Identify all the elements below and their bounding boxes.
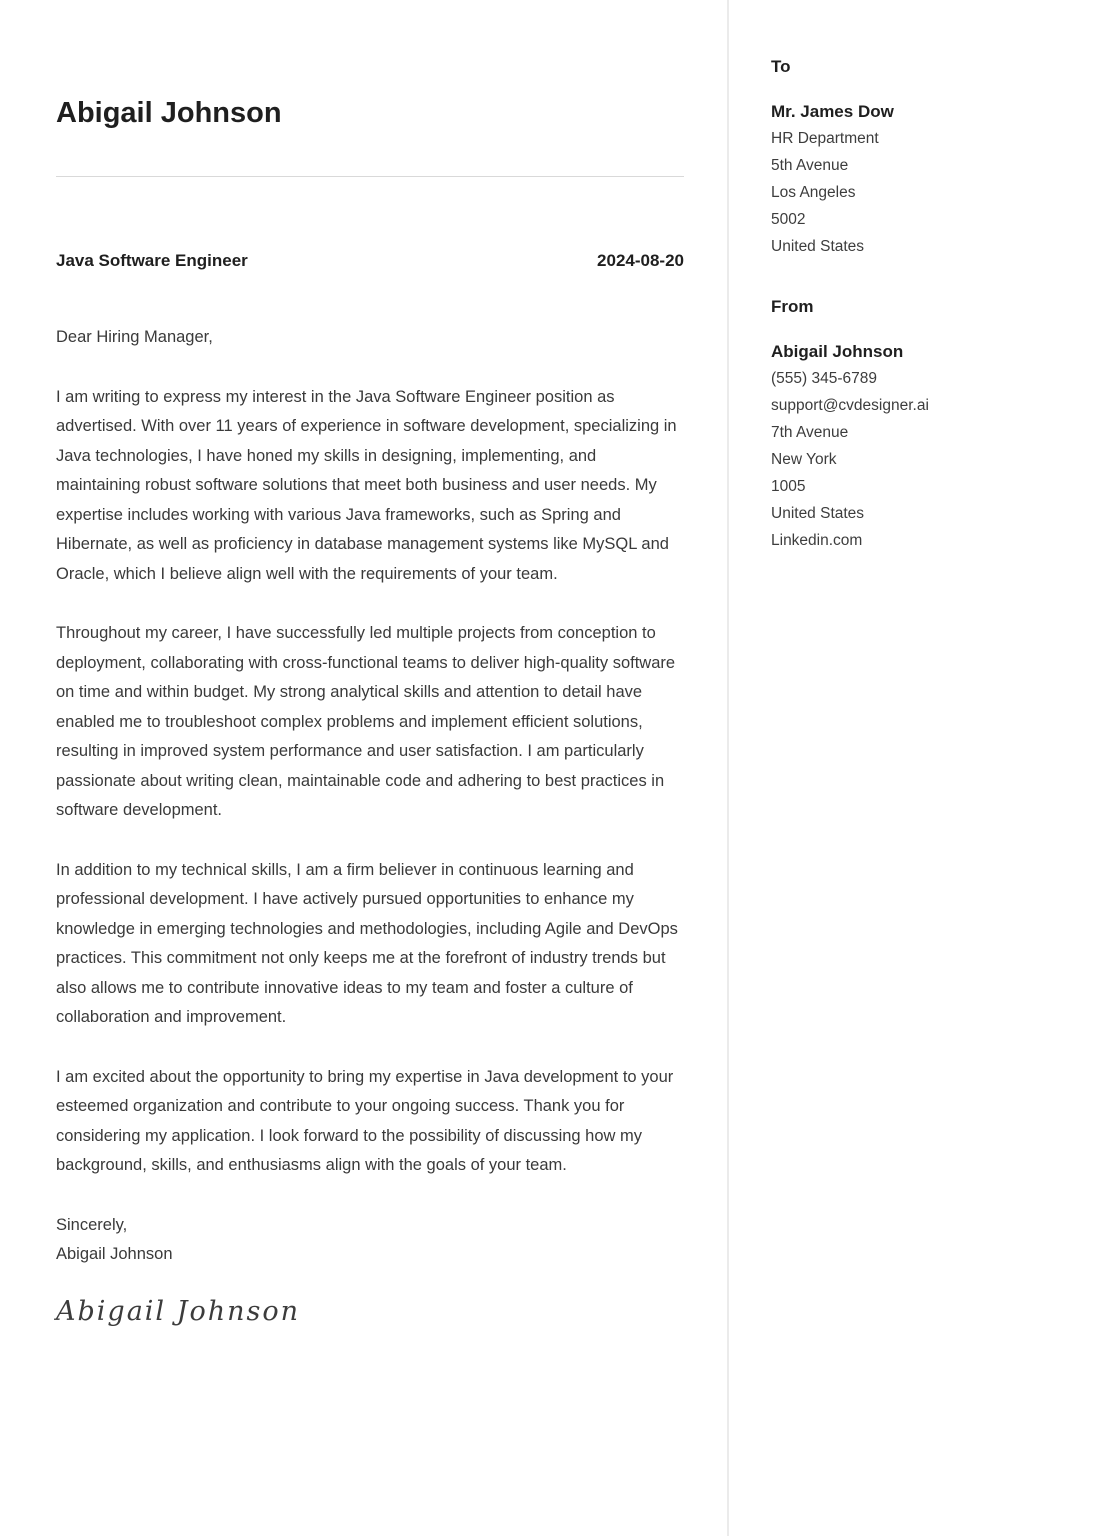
- applicant-name-heading: Abigail Johnson: [56, 97, 282, 129]
- salutation: Dear Hiring Manager,: [56, 328, 213, 346]
- letter-body-column: [56, 0, 684, 1327]
- recipient-street: 5th Avenue: [771, 157, 849, 174]
- sender-name: Abigail Johnson: [771, 342, 904, 361]
- closing-word: Sincerely,: [56, 1215, 128, 1234]
- sender-country: United States: [771, 505, 865, 522]
- from-label: From: [771, 297, 814, 316]
- paragraph-3: In addition to my technical skills, I am a firm believer in continuous learning and professional development. I have actively pursued opportunities to enhance my knowledge in emerging technologies and methodologies, including Agile and DevOps practices. This commitment not only keeps me at the forefront of industry trends but also allows me to contribute innovative ideas to my team and foster a culture of collaboration and improvement.: [56, 860, 678, 1026]
- job-title: Java Software Engineer: [56, 251, 248, 270]
- closing-block: [56, 1211, 684, 1270]
- sender-street: 7th Avenue: [771, 424, 849, 441]
- contact-sidebar: [771, 0, 1061, 554]
- to-label: To: [771, 57, 791, 76]
- sender-linkedin: Linkedin.com: [771, 532, 863, 549]
- letter-date: 2024-08-20: [597, 251, 684, 270]
- job-title-row: [56, 251, 684, 271]
- sender-phone: (555) 345-6789: [771, 370, 877, 387]
- sender-email: support@cvdesigner.ai: [771, 397, 929, 414]
- closing-name: Abigail Johnson: [56, 1245, 173, 1263]
- sender-city: New York: [771, 451, 837, 468]
- vertical-divider: [727, 0, 729, 1536]
- recipient-postcode: 5002: [771, 211, 806, 228]
- recipient-country: United States: [771, 238, 865, 255]
- paragraph-1: I am writing to express my interest in the Java Software Engineer position as advertised. With over 11 years of experience in software development, specializing in Java technologies, I have honed my skills in designing, implementing, and maintaining robust software solutions that meet both business and user needs. My expertise includes working with various Java frameworks, such as Spring and Hibernate, as well as proficiency in database management systems like MySQL and Oracle, which I believe align well with the requirements of your team.: [56, 387, 677, 583]
- paragraph-4: I am excited about the opportunity to bring my expertise in Java development to your esteemed organization and contribute to your ongoing success. Thank you for considering my application. I look forward to the possibility of discussing how my background, skills, and enthusiasms align with the goals of your team.: [56, 1067, 674, 1174]
- paragraph-2: Throughout my career, I have successfully led multiple projects from conception to deployment, collaborating with cross-functional teams to deliver high-quality software on time and within budget. My strong analytical skills and attention to detail have enabled me to troubleshoot complex problems and implement efficient solutions, resulting in improved system performance and user satisfaction. I am particularly passionate about writing clean, maintainable code and adhering to best practices in software development.: [56, 624, 676, 819]
- recipient-city: Los Angeles: [771, 184, 856, 201]
- header-divider: [56, 176, 684, 177]
- recipient-name: Mr. James Dow: [771, 102, 894, 121]
- handwritten-signature: Abigail Johnson: [56, 1295, 301, 1327]
- sender-postcode: 1005: [771, 478, 806, 495]
- recipient-department: HR Department: [771, 130, 879, 147]
